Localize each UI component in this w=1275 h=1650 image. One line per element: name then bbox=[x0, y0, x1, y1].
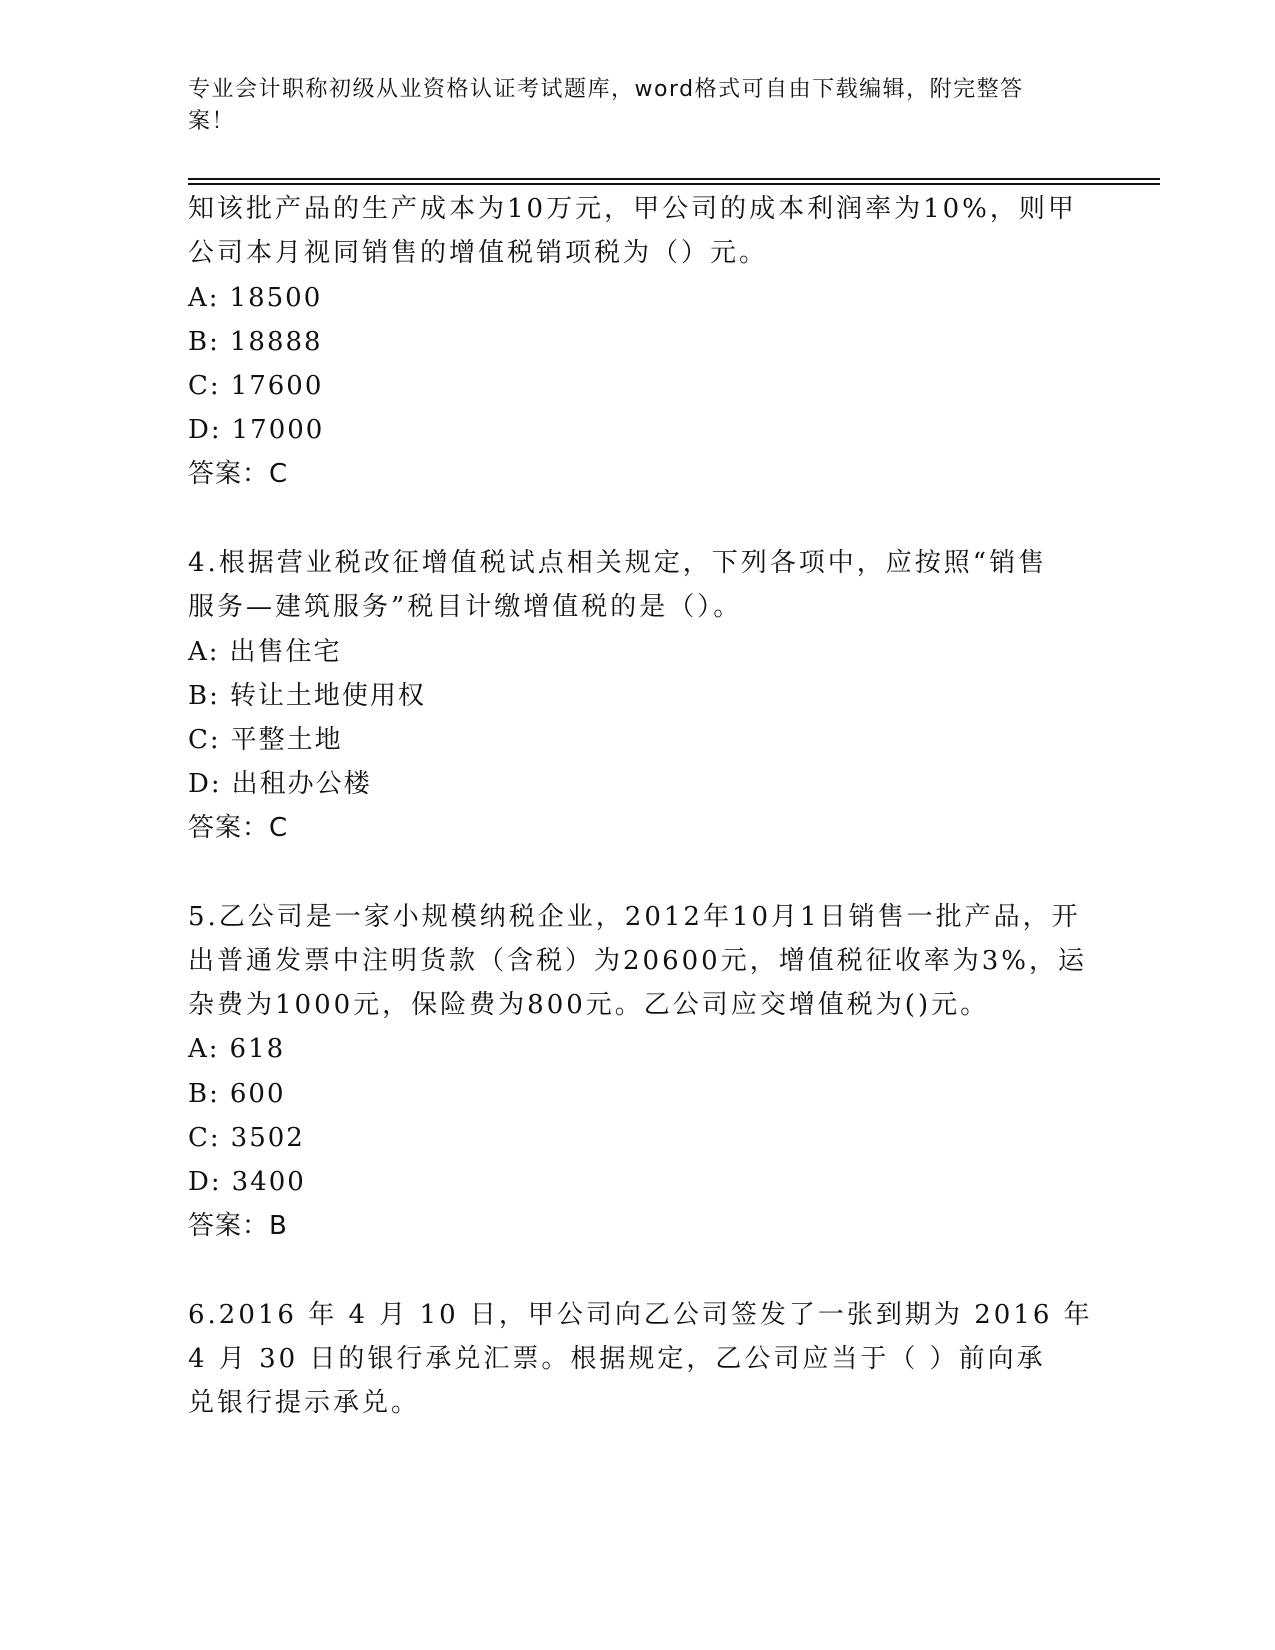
q3-option-b bbox=[188, 325, 323, 359]
q5-option-a bbox=[188, 1032, 285, 1066]
q6-stem-line-3: 兑银行提示承兑。 bbox=[188, 1388, 421, 1418]
option-text: 3502 bbox=[230, 1123, 305, 1153]
option-text: 17600 bbox=[230, 371, 324, 401]
q4-option-b bbox=[188, 679, 426, 713]
option-text: 18888 bbox=[229, 327, 323, 357]
option-letter: C: bbox=[188, 725, 221, 755]
q5-option-b bbox=[188, 1077, 286, 1111]
option-text: 3400 bbox=[231, 1167, 306, 1197]
option-letter: D: bbox=[188, 415, 222, 445]
q3-option-d bbox=[188, 413, 324, 447]
option-letter: B: bbox=[188, 327, 220, 357]
q5-option-c bbox=[188, 1121, 305, 1155]
option-text: 18500 bbox=[229, 283, 323, 313]
option-text: 出租办公楼 bbox=[231, 769, 372, 799]
header-divider-bottom bbox=[188, 183, 1160, 185]
q5-option-d bbox=[188, 1165, 306, 1199]
option-letter: C: bbox=[188, 1123, 221, 1153]
q6-stem-line-1: 6.2016 年 4 月 10 日，甲公司向乙公司签发了一张到期为 2016 年 bbox=[188, 1300, 1093, 1330]
option-letter: B: bbox=[188, 681, 220, 711]
option-letter: B: bbox=[188, 1079, 220, 1109]
option-text: 转让土地使用权 bbox=[229, 681, 426, 711]
q3-answer: 答案：C bbox=[188, 459, 289, 489]
q5-answer: 答案：B bbox=[188, 1211, 288, 1241]
option-text: 出售住宅 bbox=[229, 637, 342, 667]
document-header: 专业会计职称初级从业资格认证考试题库，word格式可自由下载编辑，附完整答案！ bbox=[188, 77, 1024, 134]
option-letter: A: bbox=[188, 283, 220, 313]
option-text: 618 bbox=[229, 1034, 286, 1064]
q4-stem-line-2: 服务—建筑服务”税目计缴增值税的是（）。 bbox=[188, 592, 743, 622]
q3-option-c bbox=[188, 369, 323, 403]
q4-answer: 答案：C bbox=[188, 813, 289, 843]
q3-stem-line-2: 公司本月视同销售的增值税销项税为（）元。 bbox=[188, 238, 769, 268]
option-letter: D: bbox=[188, 769, 222, 799]
q6-stem-line-2: 4 月 30 日的银行承兑汇票。根据规定，乙公司应当于（ ）前向承 bbox=[188, 1344, 1046, 1374]
option-letter: C: bbox=[188, 371, 221, 401]
q5-stem-line-1: 5.乙公司是一家小规模纳税企业，2012年10月1日销售一批产品，开 bbox=[188, 902, 1081, 932]
q3-option-a bbox=[188, 281, 322, 315]
option-letter: A: bbox=[188, 1034, 220, 1064]
q5-stem-line-2: 出普通发票中注明货款（含税）为20600元，增值税征收率为3%，运 bbox=[188, 946, 1087, 976]
option-letter: A: bbox=[188, 637, 220, 667]
option-text: 600 bbox=[229, 1079, 286, 1109]
option-letter: D: bbox=[188, 1167, 222, 1197]
header-divider-top bbox=[188, 178, 1160, 180]
q5-stem-line-3: 杂费为1000元，保险费为800元。乙公司应交增值税为()元。 bbox=[188, 990, 990, 1020]
q4-stem-line-1: 4.根据营业税改征增值税试点相关规定，下列各项中，应按照“销售 bbox=[188, 548, 1048, 578]
option-text: 17000 bbox=[231, 415, 325, 445]
q4-option-d bbox=[188, 767, 372, 801]
q4-option-a bbox=[188, 635, 342, 669]
option-text: 平整土地 bbox=[230, 725, 343, 755]
q3-stem-line-1: 知该批产品的生产成本为10万元，甲公司的成本利润率为10%，则甲 bbox=[188, 194, 1077, 224]
q4-option-c bbox=[188, 723, 343, 757]
